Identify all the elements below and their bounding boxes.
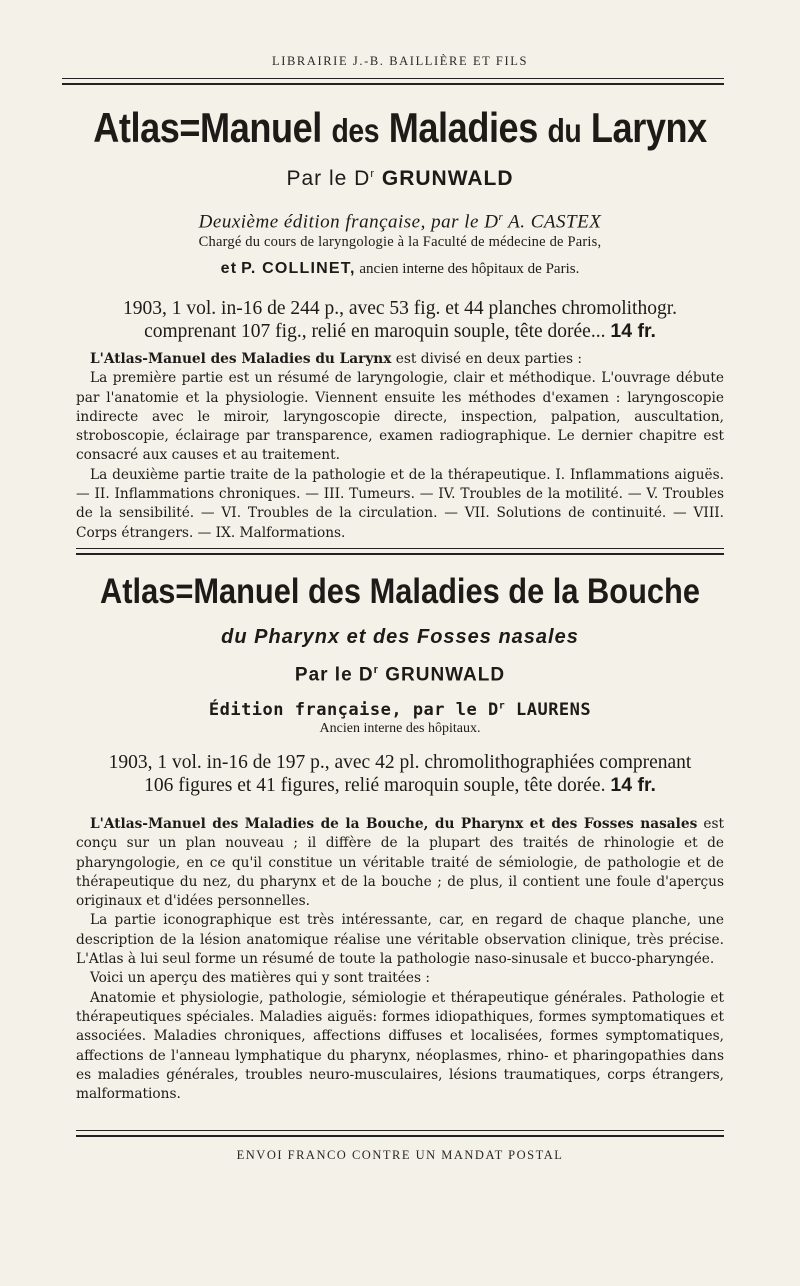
book1-para1: La première partie est un résumé de laryngologie, clair et méthodique. L'ouvrage débute par l'anatomie et la physiologie. Viennent ensuite les méthodes d'examen : laryngoscopie indirecte avec le miroir, laryngoscopie directe, inspection, palpation, auscultation, stroboscopie, éclairage par transparence, examen radiographique. Le dernier chapitre est consacré aux causes et au traitement. — [76, 370, 724, 464]
book1-collinet-rest: ancien interne des hôpitaux de Paris. — [359, 261, 580, 277]
book1-author-name: GRUNWALD — [381, 167, 514, 190]
book1-title — [0, 104, 800, 152]
book1-title-e: Larynx — [590, 104, 707, 151]
book2-author-sup: r — [373, 664, 379, 676]
book2-para2: La partie iconographique est très intéressante, car, en regard de chaque planche, une description de la lésion anatomique réalise une véritable observation clinique, très précise. L'Atlas à lui seul forme un résumé de toute la pathologie naso-sinusale et bucco-pharyngée. — [76, 912, 724, 968]
book1-title-d: du — [547, 112, 582, 149]
book2-interne: Ancien interne des hôpitaux. — [319, 721, 481, 736]
book1-edition-name: A. CASTEX — [508, 211, 602, 233]
book1-charge: Chargé du cours de laryngologie à la Faculté de médecine de Paris, — [198, 234, 602, 250]
book2-subtitle: du Pharynx et des Fosses nasales — [221, 626, 579, 648]
book1-price: 14 fr. — [610, 320, 656, 342]
publisher-header: LIBRAIRIE J.-B. BAILLIÈRE ET FILS — [271, 54, 529, 68]
book1-collinet — [0, 260, 800, 278]
book1-title-c: Maladies — [388, 104, 538, 151]
section-rule — [76, 548, 724, 555]
header-rule — [62, 78, 724, 85]
book1-author-sup: r — [370, 168, 376, 180]
book2-title-wrap — [0, 572, 800, 612]
book2-author-name: GRUNWALD — [385, 664, 506, 686]
book2-para3: Voici un aperçu des matières qui y sont traitées : — [90, 970, 430, 987]
book1-edition-sup: r — [498, 211, 504, 223]
book1-title-b: des — [331, 112, 380, 149]
book1-desc-lead-rest: est divisé en deux parties : — [395, 351, 582, 367]
book2-para4: Anatomie et physiologie, pathologie, sémiologie et thérapeutique générales. Pathologie et thérapeutiques spéciales. Maladies aiguës: formes idiopathiques, formes symptomatiques et associées. Maladies chroniques, affections diffuses et localisées, formes symptomatiques, affections de l'anneau lymphatique du pharynx, néoplasmes, rhino- et pharingopathies dans es maladies générales, troubles neuro-musculaires, lésions traumatiques, corps étrangers, malformations. — [76, 989, 724, 1103]
book1-edition — [0, 211, 800, 233]
book1-pub-line1: 1903, 1 vol. in-16 de 244 p., avec 53 fig. et 44 planches chromolithogr. — [122, 298, 678, 319]
book2-edition — [0, 700, 800, 720]
book1-edition-text: Deuxième édition française, par le D — [198, 211, 499, 233]
footer-rule — [76, 1130, 724, 1137]
book2-desc-rest: est conçu sur un plan nouveau ; il diffère de la plupart des traités de rhinologie et de pharyngologie, en ce qu'il constitue un véritable traité de sémiologie, de pathologie et de thérapeutique du nez, du pharynx et de la bouche ; de plus, il contient une foule d'aperçus originaux et d'idées personnelles. — [76, 816, 725, 910]
book1-author — [0, 167, 800, 191]
book2-edition-name: LAURENS — [515, 700, 592, 720]
book2-edition-text: Édition française, par le D — [208, 700, 499, 720]
book1-para2: La deuxième partie traite de la pathologie et de la thérapeutique. I. Inflammations aiguës. — II. Inflammations chroniques. — III. Tumeurs. — IV. Troubles de la motilité. — V. Troubles de la sensibilité. — VI. Troubles de la circulation. — VII. Solutions de continuité. — VIII. Corps étrangers. — IX. Malformations. — [76, 466, 724, 541]
footer-note: ENVOI FRANCO CONTRE UN MANDAT POSTAL — [236, 1148, 564, 1162]
book2-publication — [0, 752, 800, 797]
book2-pub-line2: 106 figures et 41 figures, relié maroquin souple, tête dorée. — [144, 775, 606, 796]
book2-desc-lead: L'Atlas-Manuel des Maladies de la Bouche, du Pharynx et des Fosses nasales — [90, 816, 698, 832]
book1-title-a: Atlas=Manuel — [93, 104, 322, 151]
book1-desc-lead: L'Atlas-Manuel des Maladies du Larynx — [90, 351, 392, 367]
book2-title: Atlas=Manuel des Maladies de la Bouche — [100, 572, 700, 611]
book2-pub-line1: 1903, 1 vol. in-16 de 197 p., avec 42 pl. chromolithographiées comprenant — [108, 752, 692, 773]
book2-author-prefix: Par le D — [294, 664, 374, 686]
book2-price: 14 fr. — [610, 774, 656, 796]
book2-author — [0, 664, 800, 686]
book2-description — [76, 815, 724, 1104]
book1-description — [76, 350, 724, 543]
book2-edition-sup: r — [498, 700, 506, 712]
book1-collinet-et: et — [220, 260, 238, 277]
book1-collinet-name: P. COLLINET, — [241, 260, 356, 277]
book1-pub-line2: comprenant 107 fig., relié en maroquin souple, tête dorée... — [144, 321, 606, 342]
book1-publication — [0, 298, 800, 343]
book1-author-prefix: Par le D — [286, 167, 371, 190]
